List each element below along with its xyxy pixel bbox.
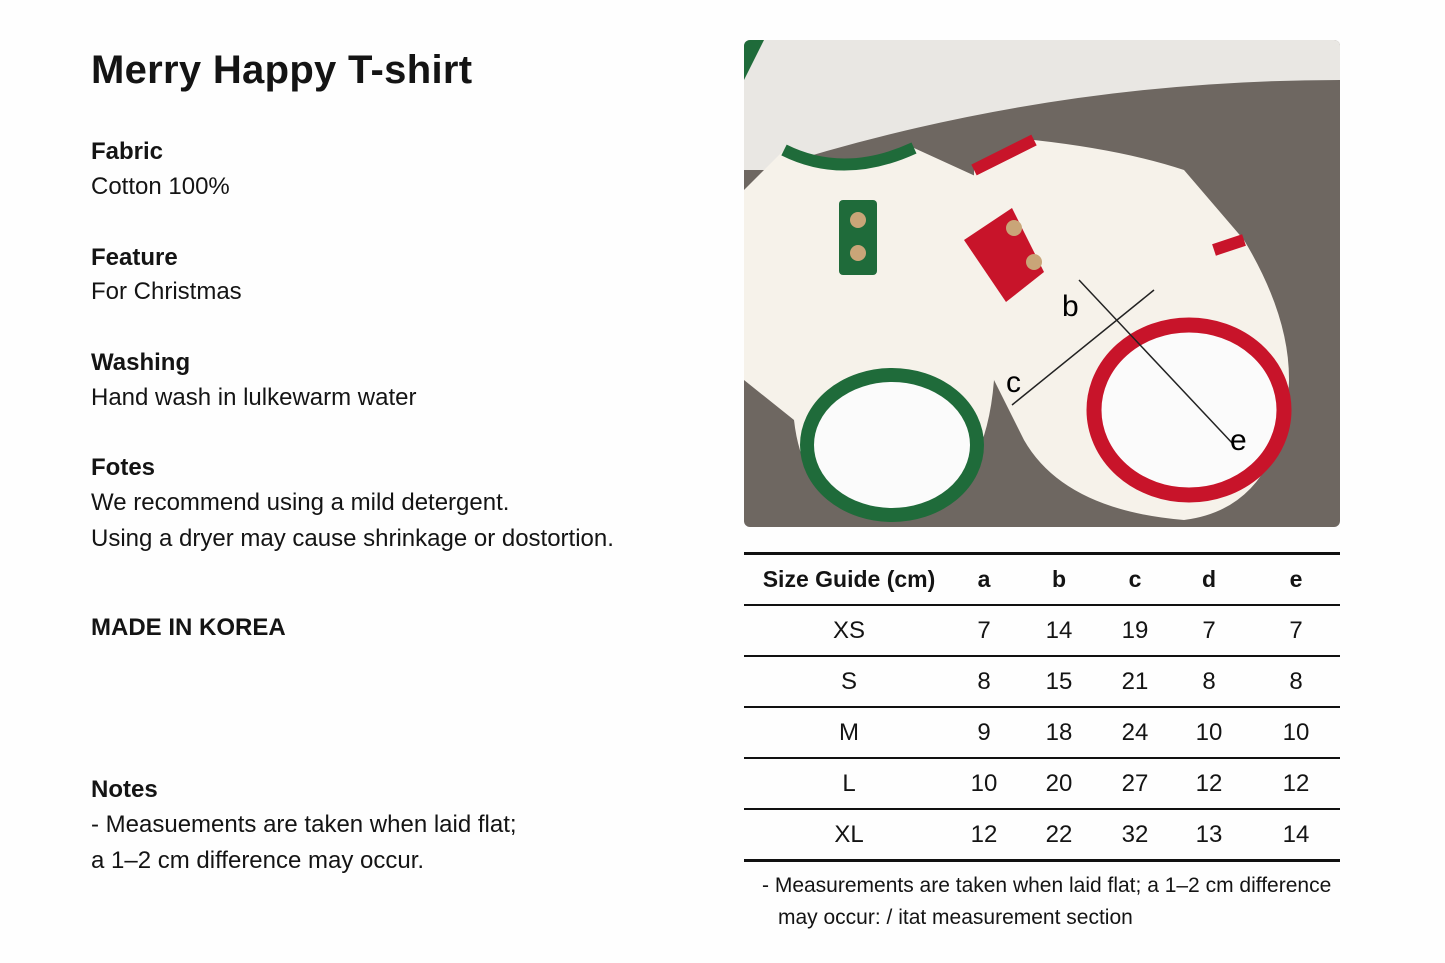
measurement-cell: 7 xyxy=(1252,605,1340,656)
header-c: c xyxy=(1104,554,1166,606)
measurement-cell: 10 xyxy=(954,758,1014,809)
measurement-cell: 14 xyxy=(1014,605,1104,656)
measurement-cell: 19 xyxy=(1104,605,1166,656)
measurement-cell: 24 xyxy=(1104,707,1166,758)
table-header-row xyxy=(744,554,1340,606)
measurement-cell: 15 xyxy=(1014,656,1104,707)
label-e: e xyxy=(1230,424,1247,457)
washing-value: Hand wash in lulkewarm water xyxy=(91,384,417,411)
measurement-cell: 12 xyxy=(1252,758,1340,809)
fotes-line-2: Using a dryer may cause shrinkage or dostortion. xyxy=(91,525,614,552)
table-footnote xyxy=(762,870,1352,934)
notes-label: Notes xyxy=(91,776,158,803)
measurement-cell: 27 xyxy=(1104,758,1166,809)
table-row xyxy=(744,758,1340,809)
footnote-line-1: - Measurements are taken when laid flat; a 1–2 cm difference xyxy=(762,874,1332,897)
fotes-line-1: We recommend using a mild detergent. xyxy=(91,489,510,516)
size-cell: XL xyxy=(744,809,954,861)
label-b: b xyxy=(1062,290,1079,323)
size-cell: L xyxy=(744,758,954,809)
header-e: e xyxy=(1252,554,1340,606)
fabric-value: Cotton 100% xyxy=(91,173,230,200)
measurement-cell: 9 xyxy=(954,707,1014,758)
measurement-cell: 12 xyxy=(954,809,1014,861)
measurement-cell: 8 xyxy=(954,656,1014,707)
fabric-label: Fabric xyxy=(91,138,164,165)
washing-label: Washing xyxy=(91,349,191,376)
measurement-cell: 8 xyxy=(1252,656,1340,707)
measurement-cell: 8 xyxy=(1166,656,1252,707)
origin-label: MADE IN KOREA xyxy=(91,614,286,641)
measurement-cell: 18 xyxy=(1014,707,1104,758)
table-row xyxy=(744,605,1340,656)
footnote-line-2: may occur: / itat measurement section xyxy=(778,906,1133,929)
header-d: d xyxy=(1166,554,1252,606)
measurement-cell: 10 xyxy=(1252,707,1340,758)
measurement-cell: 10 xyxy=(1166,707,1252,758)
measurement-cell: 21 xyxy=(1104,656,1166,707)
header-b: b xyxy=(1014,554,1104,606)
measurement-cell: 12 xyxy=(1166,758,1252,809)
measurement-cell: 7 xyxy=(1166,605,1252,656)
product-title: Merry Happy T-shirt xyxy=(91,48,473,92)
notes-line-2: a 1–2 cm difference may occur. xyxy=(91,847,425,874)
header-a: a xyxy=(954,554,1014,606)
size-cell: M xyxy=(744,707,954,758)
table-row xyxy=(744,707,1340,758)
header-size-guide: Size Guide (cm) xyxy=(744,554,954,606)
measurement-cell: 32 xyxy=(1104,809,1166,861)
measurement-cell: 20 xyxy=(1014,758,1104,809)
measurement-cell: 13 xyxy=(1166,809,1252,861)
measurement-cell: 7 xyxy=(954,605,1014,656)
feature-value: For Christmas xyxy=(91,278,242,305)
size-cell: XS xyxy=(744,605,954,656)
measurement-cell: 14 xyxy=(1252,809,1340,861)
table-row xyxy=(744,656,1340,707)
product-photo xyxy=(744,40,1340,527)
size-cell: S xyxy=(744,656,954,707)
size-guide-table xyxy=(744,552,1340,862)
measurement-cell: 22 xyxy=(1014,809,1104,861)
notes-line-1: - Measuements are taken when laid flat; xyxy=(91,811,517,838)
feature-label: Feature xyxy=(91,244,178,271)
fotes-label: Fotes xyxy=(91,454,156,481)
table-row xyxy=(744,809,1340,861)
label-c: c xyxy=(1006,366,1021,399)
